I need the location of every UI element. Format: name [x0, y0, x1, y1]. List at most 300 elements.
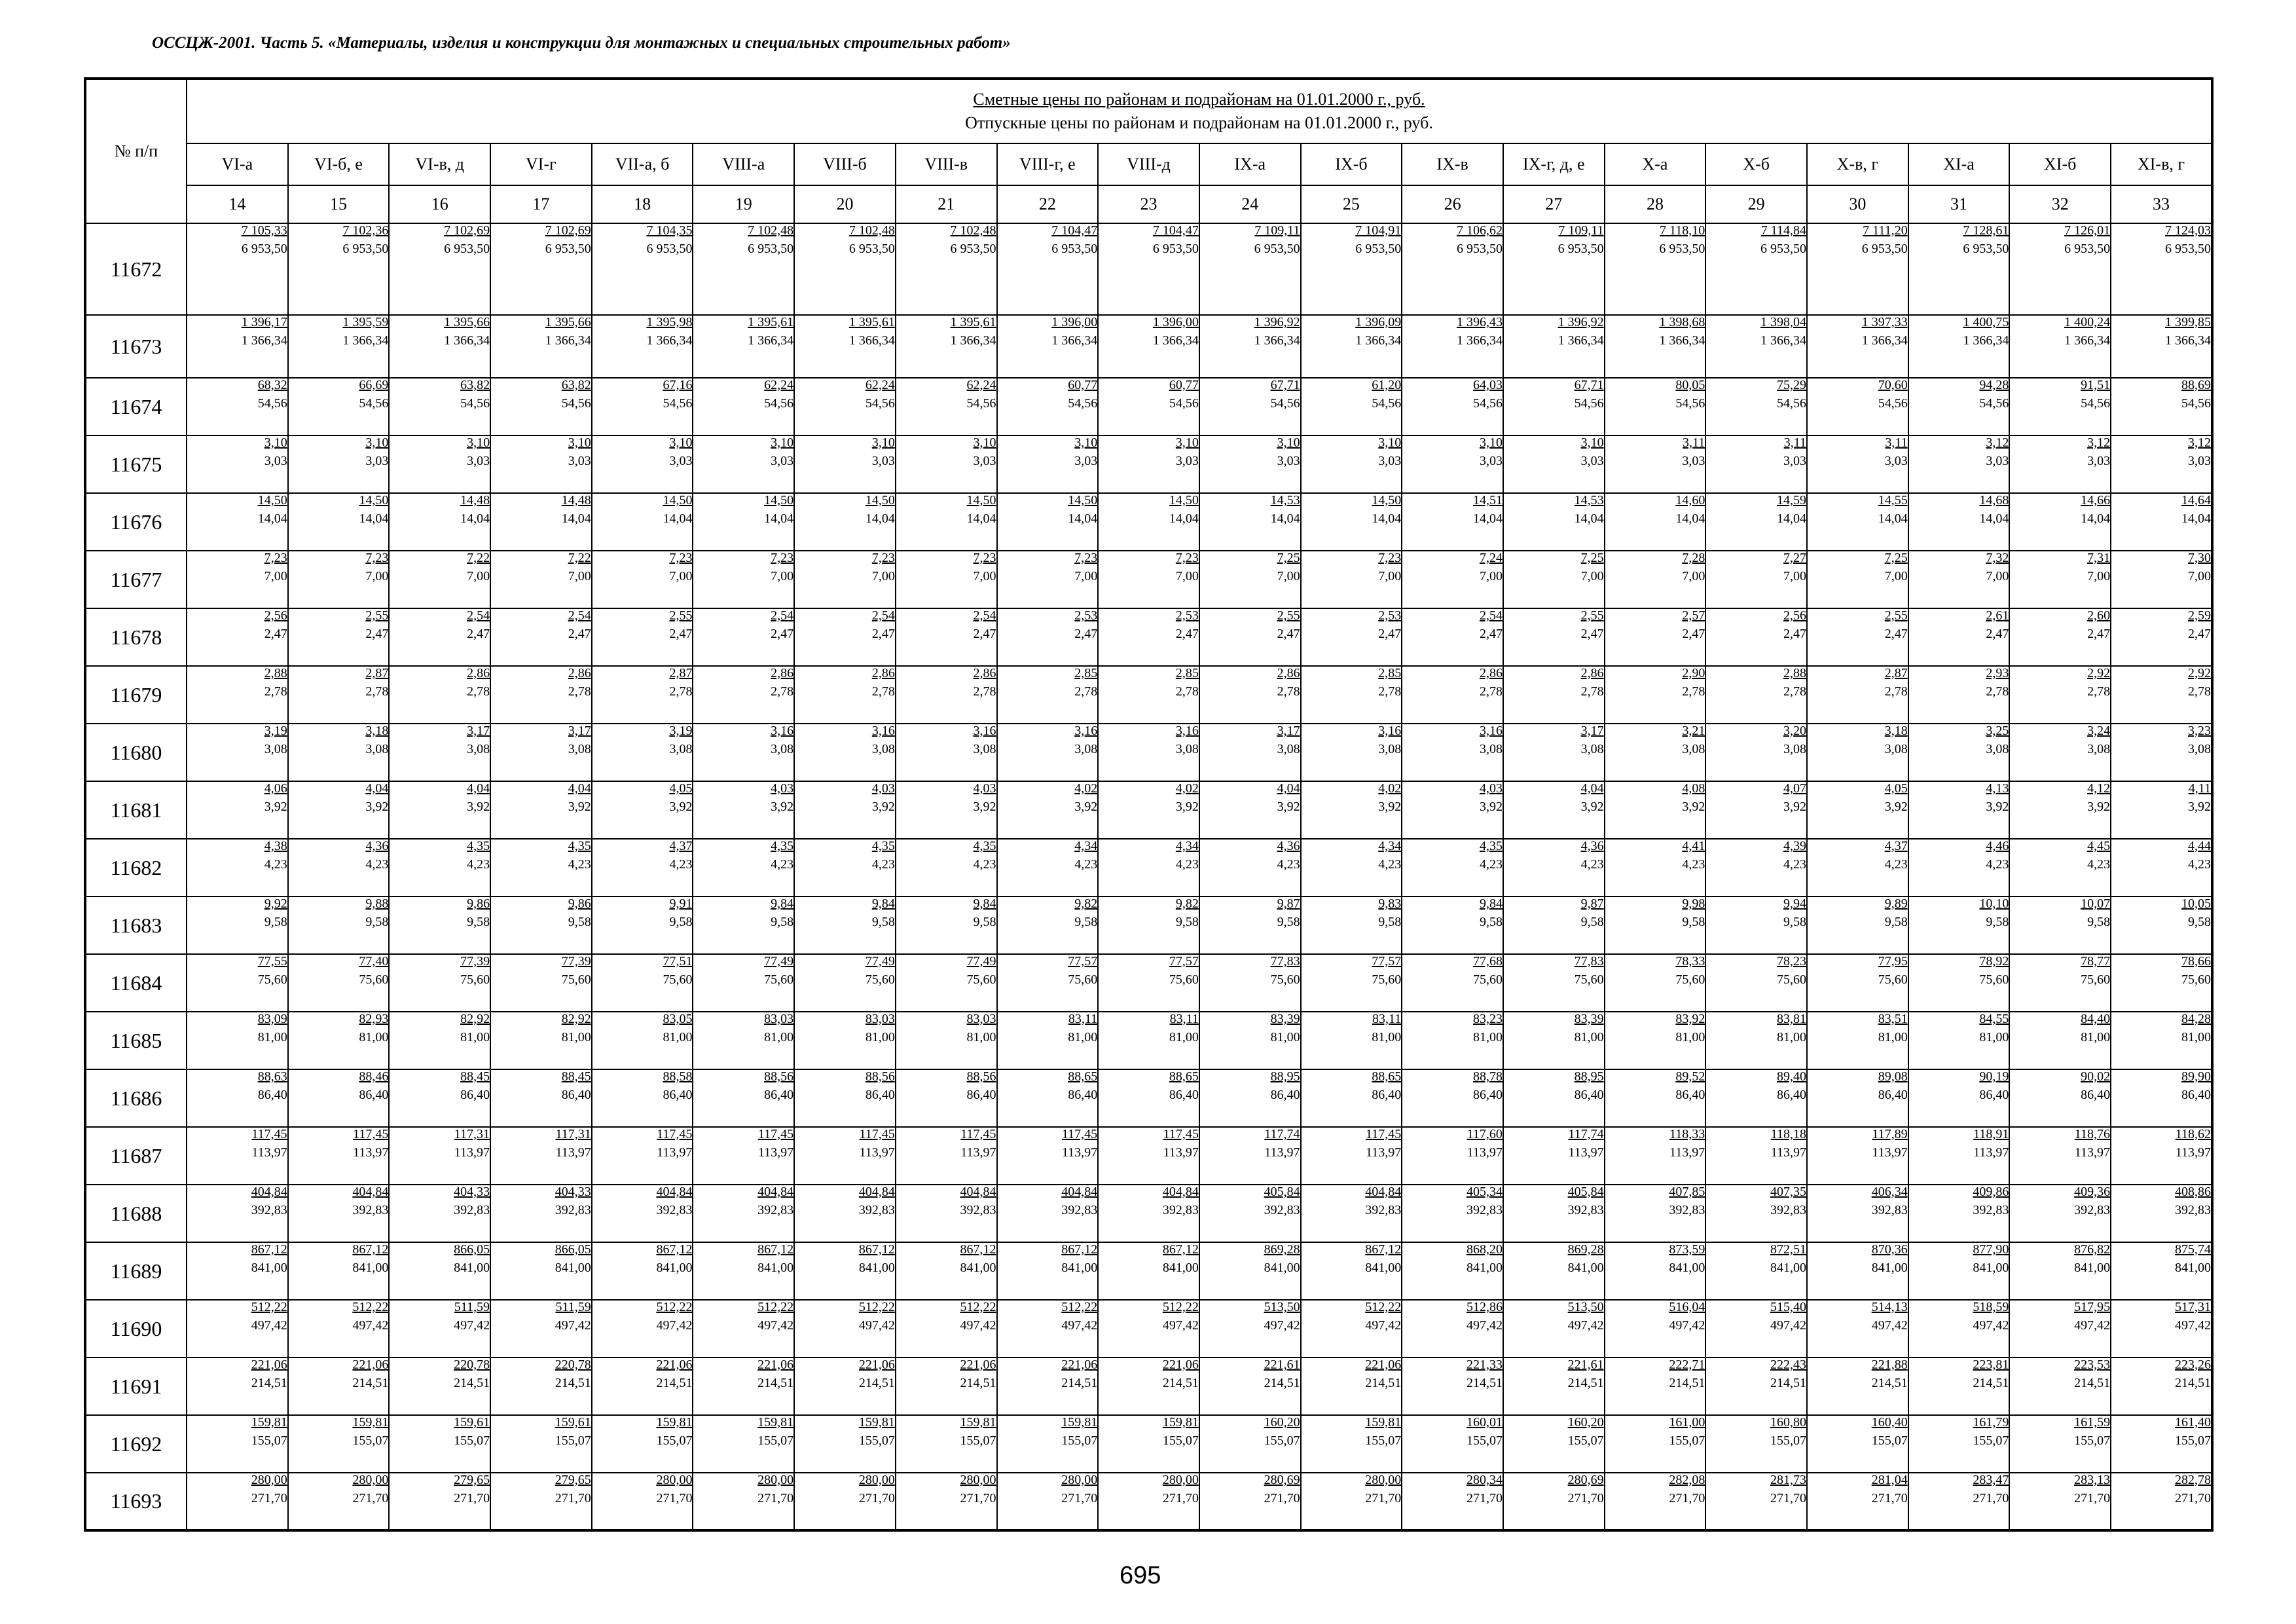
estimate-price: 161,59: [2074, 1415, 2111, 1430]
price-cell: [997, 1300, 1099, 1357]
price-cell: [1301, 1300, 1402, 1357]
estimate-price: 515,40: [1770, 1300, 1806, 1314]
factory-price: 155,07: [2175, 1433, 2211, 1448]
price-cell: [2009, 781, 2111, 839]
estimate-price: 220,78: [555, 1357, 591, 1372]
price-cell: [896, 1242, 997, 1300]
price-cell: [1301, 896, 1402, 954]
factory-price: 86,40: [764, 1088, 794, 1102]
district-header: VI-а: [187, 143, 288, 185]
factory-price: 113,97: [1467, 1145, 1503, 1160]
estimate-price: 869,28: [1264, 1242, 1300, 1257]
estimate-price: 517,31: [2175, 1300, 2211, 1314]
estimate-price: 62,24: [966, 378, 996, 392]
estimate-price: 9,82: [1175, 896, 1199, 911]
estimate-price: 876,82: [2074, 1242, 2111, 1257]
estimate-price: 159,81: [656, 1415, 693, 1430]
estimate-price: 4,36: [365, 839, 389, 853]
estimate-price: 4,35: [467, 839, 490, 853]
factory-price: 3,03: [1479, 454, 1503, 468]
price-cell: [1402, 1357, 1503, 1415]
estimate-price: 221,06: [858, 1357, 895, 1372]
price-cell: [490, 551, 592, 608]
estimate-price: 3,25: [1986, 724, 2009, 738]
estimate-price: 4,04: [467, 781, 490, 796]
estimate-price: 4,03: [1479, 781, 1503, 796]
price-cell: [1705, 378, 1807, 435]
factory-price: 271,70: [1669, 1491, 1705, 1505]
estimate-price: 160,40: [1871, 1415, 1908, 1430]
estimate-price: 7,23: [1074, 551, 1098, 565]
factory-price: 3,03: [568, 454, 591, 468]
factory-price: 113,97: [454, 1145, 490, 1160]
item-number: 11675: [85, 435, 187, 493]
factory-price: 6 953,50: [241, 242, 287, 256]
estimate-price: 2,55: [669, 608, 693, 623]
estimate-price: 117,45: [657, 1127, 693, 1141]
price-cell: [997, 666, 1099, 724]
factory-price: 1 366,34: [1355, 333, 1402, 348]
price-cell: [794, 493, 896, 551]
factory-price: 2,78: [1580, 684, 1604, 699]
factory-price: 113,97: [353, 1145, 389, 1160]
price-cell: [1098, 896, 1199, 954]
estimate-price: 10,05: [2181, 896, 2211, 911]
estimate-price: 89,40: [1777, 1069, 1806, 1084]
estimate-price: 7,24: [1479, 551, 1503, 565]
price-cell: [389, 954, 490, 1012]
factory-price: 1 366,34: [241, 333, 287, 348]
factory-price: 14,04: [1270, 511, 1300, 526]
price-cell: [187, 1357, 288, 1415]
price-cell: [896, 724, 997, 781]
estimate-price: 14,50: [966, 493, 996, 507]
estimate-price: 84,28: [2181, 1012, 2211, 1026]
estimate-price: 513,50: [1264, 1300, 1300, 1314]
price-cell: [1199, 724, 1301, 781]
estimate-price: 88,65: [1068, 1069, 1098, 1084]
price-cell: [794, 781, 896, 839]
price-cell: [794, 724, 896, 781]
estimate-price: 89,08: [1878, 1069, 1908, 1084]
price-cell: [1301, 724, 1402, 781]
price-cell: [1503, 839, 1605, 896]
price-cell: [1098, 781, 1199, 839]
factory-price: 81,00: [865, 1030, 895, 1044]
price-cell: [389, 1185, 490, 1242]
price-cell: [1301, 1185, 1402, 1242]
factory-price: 81,00: [1472, 1030, 1503, 1044]
factory-price: 6 953,50: [2064, 242, 2111, 256]
factory-price: 9,58: [669, 915, 693, 929]
factory-price: 155,07: [1871, 1433, 1908, 1448]
estimate-price: 160,80: [1770, 1415, 1806, 1430]
table-row: [85, 1185, 2212, 1242]
price-cell: [2009, 1473, 2111, 1530]
factory-price: 392,83: [1669, 1203, 1705, 1217]
factory-price: 2,47: [568, 627, 591, 641]
estimate-price: 404,84: [1162, 1185, 1199, 1199]
factory-price: 14,04: [764, 511, 794, 526]
price-cell: [1402, 608, 1503, 666]
price-cell: [592, 896, 693, 954]
price-cell: [794, 896, 896, 954]
factory-price: 2,47: [365, 627, 389, 641]
estimate-price: 2,90: [1682, 666, 1705, 680]
factory-price: 2,47: [973, 627, 996, 641]
factory-price: 3,08: [1074, 742, 1098, 756]
estimate-price: 221,88: [1871, 1357, 1908, 1372]
item-number: 11679: [85, 666, 187, 724]
factory-price: 497,42: [858, 1318, 895, 1333]
price-cell: [187, 1242, 288, 1300]
running-header: ОССЦЖ-2001. Часть 5. «Материалы, изделия и конструкции для монтажных и специальных строительных работ»: [152, 34, 1011, 52]
factory-price: 86,40: [1675, 1088, 1705, 1102]
price-cell: [896, 1069, 997, 1127]
price-cell: [288, 493, 390, 551]
price-cell: [794, 1242, 896, 1300]
factory-price: 1 366,34: [1051, 333, 1098, 348]
factory-price: 271,70: [555, 1491, 591, 1505]
price-cell: [187, 1012, 288, 1069]
district-header: IX-б: [1301, 143, 1402, 185]
price-cell: [592, 608, 693, 666]
estimate-price: 3,10: [1074, 435, 1098, 450]
estimate-price: 280,00: [1162, 1473, 1199, 1487]
estimate-price: 221,61: [1264, 1357, 1300, 1372]
factory-price: 214,51: [858, 1376, 895, 1390]
price-cell: [1098, 1127, 1199, 1185]
estimate-price: 78,77: [2081, 954, 2111, 969]
factory-price: 75,60: [561, 972, 591, 987]
factory-price: 3,08: [771, 742, 794, 756]
estimate-price: 283,47: [1973, 1473, 2009, 1487]
factory-price: 271,70: [1871, 1491, 1908, 1505]
estimate-price: 1 396,09: [1355, 315, 1402, 329]
estimate-price: 3,21: [1682, 724, 1705, 738]
factory-price: 4,23: [568, 857, 591, 872]
factory-price: 7,00: [1783, 569, 1806, 583]
table-row: [85, 666, 2212, 724]
price-cell: [490, 223, 592, 315]
price-cell: [1605, 608, 1706, 666]
price-cell: [1098, 493, 1199, 551]
estimate-price: 280,00: [858, 1473, 895, 1487]
factory-price: 14,04: [460, 511, 490, 526]
item-number: 11693: [85, 1473, 187, 1530]
estimate-price: 513,50: [1567, 1300, 1604, 1314]
factory-price: 54,56: [460, 396, 490, 411]
estimate-price: 159,81: [1061, 1415, 1098, 1430]
factory-price: 3,08: [669, 742, 693, 756]
factory-price: 2,78: [264, 684, 287, 699]
estimate-price: 9,87: [1277, 896, 1300, 911]
price-cell: [187, 1127, 288, 1185]
factory-price: 9,58: [1378, 915, 1402, 929]
factory-price: 497,42: [2175, 1318, 2211, 1333]
price-cell: [1605, 223, 1706, 315]
estimate-price: 4,34: [1378, 839, 1402, 853]
factory-price: 392,83: [1567, 1203, 1604, 1217]
factory-price: 54,56: [764, 396, 794, 411]
price-cell: [1605, 896, 1706, 954]
factory-price: 497,42: [1365, 1318, 1402, 1333]
factory-price: 54,56: [1270, 396, 1300, 411]
table-row: [85, 1127, 2212, 1185]
factory-price: 14,04: [663, 511, 693, 526]
factory-price: 392,83: [352, 1203, 389, 1217]
price-cell: [592, 1185, 693, 1242]
price-cell: [389, 378, 490, 435]
estimate-price: 67,16: [663, 378, 693, 392]
price-cell: [1908, 954, 2010, 1012]
estimate-price: 3,17: [568, 724, 591, 738]
price-cell: [1605, 1300, 1706, 1357]
factory-price: 1 366,34: [1659, 333, 1705, 348]
factory-price: 155,07: [251, 1433, 287, 1448]
factory-price: 6 953,50: [1760, 242, 1806, 256]
factory-price: 86,40: [1372, 1088, 1402, 1102]
estimate-price: 2,87: [1884, 666, 1908, 680]
price-cell: [1908, 896, 2010, 954]
estimate-price: 2,57: [1682, 608, 1705, 623]
price-cell: [1301, 608, 1402, 666]
price-cell: [1807, 223, 1908, 315]
estimate-price: 83,23: [1472, 1012, 1503, 1026]
factory-price: 54,56: [359, 396, 389, 411]
factory-price: 86,40: [561, 1088, 591, 1102]
price-cell: [1301, 551, 1402, 608]
estimate-price: 161,40: [2175, 1415, 2211, 1430]
price-cell: [187, 724, 288, 781]
factory-price: 4,23: [1986, 857, 2009, 872]
district-header: IX-г, д, е: [1503, 143, 1605, 185]
factory-price: 214,51: [1264, 1376, 1300, 1390]
factory-price: 3,03: [264, 454, 287, 468]
price-cell: [693, 493, 794, 551]
factory-price: 2,47: [1682, 627, 1705, 641]
factory-price: 1 366,34: [1558, 333, 1604, 348]
factory-price: 4,23: [1580, 857, 1604, 872]
factory-price: 2,78: [467, 684, 490, 699]
factory-price: 1 366,34: [1760, 333, 1806, 348]
factory-price: 155,07: [757, 1433, 794, 1448]
estimate-price: 4,34: [1074, 839, 1098, 853]
factory-price: 86,40: [1574, 1088, 1604, 1102]
factory-price: 81,00: [966, 1030, 996, 1044]
price-cell: [997, 1012, 1099, 1069]
factory-price: 271,70: [454, 1491, 490, 1505]
price-cell: [2009, 724, 2111, 781]
price-cell: [1605, 666, 1706, 724]
table-row: [85, 551, 2212, 608]
factory-price: 7,00: [264, 569, 287, 583]
estimate-price: 77,49: [966, 954, 996, 969]
price-cell: [1503, 551, 1605, 608]
estimate-price: 3,10: [669, 435, 693, 450]
factory-price: 2,78: [1884, 684, 1908, 699]
estimate-price: 7 104,47: [1152, 223, 1199, 238]
price-cell: [1705, 839, 1807, 896]
price-cell: [1503, 1242, 1605, 1300]
factory-price: 497,42: [352, 1318, 389, 1333]
factory-price: 155,07: [960, 1433, 996, 1448]
factory-price: 6 953,50: [1355, 242, 1402, 256]
factory-price: 271,70: [2074, 1491, 2111, 1505]
factory-price: 841,00: [1264, 1261, 1300, 1275]
estimate-price: 159,61: [454, 1415, 490, 1430]
factory-price: 841,00: [2175, 1261, 2211, 1275]
estimate-price: 60,77: [1169, 378, 1199, 392]
price-cell: [288, 724, 390, 781]
estimate-price: 78,23: [1777, 954, 1806, 969]
price-cell: [389, 1127, 490, 1185]
factory-price: 2,78: [771, 684, 794, 699]
factory-price: 1 366,34: [950, 333, 996, 348]
estimate-price: 14,48: [460, 493, 490, 507]
estimate-price: 404,33: [454, 1185, 490, 1199]
price-cell: [1705, 315, 1807, 378]
price-cell: [592, 954, 693, 1012]
price-cell: [896, 608, 997, 666]
price-cell: [693, 954, 794, 1012]
factory-price: 6 953,50: [950, 242, 996, 256]
estimate-price: 405,84: [1264, 1185, 1300, 1199]
price-cell: [1503, 315, 1605, 378]
price-cell: [490, 608, 592, 666]
estimate-price: 3,16: [771, 724, 794, 738]
factory-price: 54,56: [1675, 396, 1705, 411]
estimate-price: 280,00: [1061, 1473, 1098, 1487]
price-cell: [896, 435, 997, 493]
district-header: VI-в, д: [389, 143, 490, 185]
factory-price: 155,07: [352, 1433, 389, 1448]
factory-price: 155,07: [1567, 1433, 1604, 1448]
estimate-price: 512,22: [858, 1300, 895, 1314]
estimate-price: 1 395,61: [950, 315, 996, 329]
factory-price: 3,92: [1682, 800, 1705, 814]
table-row: [85, 1242, 2212, 1300]
factory-price: 155,07: [1669, 1433, 1705, 1448]
price-cell: [389, 1242, 490, 1300]
factory-price: 2,78: [568, 684, 591, 699]
estimate-price: 512,22: [251, 1300, 287, 1314]
estimate-price: 7,22: [467, 551, 490, 565]
estimate-price: 159,61: [555, 1415, 591, 1430]
price-cell: [288, 781, 390, 839]
price-cell: [1705, 781, 1807, 839]
table-row: [85, 1415, 2212, 1473]
estimate-price: 2,86: [771, 666, 794, 680]
factory-price: 3,08: [1783, 742, 1806, 756]
estimate-price: 9,86: [467, 896, 490, 911]
estimate-price: 83,03: [865, 1012, 895, 1026]
column-number: 33: [2111, 185, 2212, 223]
price-cell: [1807, 493, 1908, 551]
estimate-price: 4,11: [2188, 781, 2211, 796]
estimate-price: 62,24: [764, 378, 794, 392]
estimate-price: 4,04: [568, 781, 591, 796]
price-cell: [490, 724, 592, 781]
estimate-price: 7 104,91: [1355, 223, 1402, 238]
estimate-price: 10,07: [2081, 896, 2111, 911]
price-cell: [1098, 1185, 1199, 1242]
factory-price: 9,58: [1783, 915, 1806, 929]
price-cell: [693, 435, 794, 493]
estimate-price: 83,11: [1372, 1012, 1402, 1026]
price-cell: [1807, 781, 1908, 839]
price-cell: [1908, 493, 2010, 551]
estimate-price: 117,45: [960, 1127, 996, 1141]
estimate-price: 14,50: [257, 493, 287, 507]
factory-price: 497,42: [757, 1318, 794, 1333]
price-cell: [2111, 1415, 2212, 1473]
factory-price: 6 953,50: [1051, 242, 1098, 256]
price-cell: [1908, 781, 2010, 839]
price-cell: [693, 1357, 794, 1415]
estimate-price: 868,20: [1466, 1242, 1503, 1257]
factory-price: 54,56: [257, 396, 287, 411]
estimate-price: 77,39: [561, 954, 591, 969]
factory-price: 113,97: [1568, 1145, 1604, 1160]
page-number: 695: [1120, 1562, 1161, 1589]
price-cell: [1503, 1300, 1605, 1357]
estimate-price: 117,31: [454, 1127, 490, 1141]
district-header: VI-б, е: [288, 143, 390, 185]
estimate-price: 14,64: [2181, 493, 2211, 507]
estimate-price: 866,05: [555, 1242, 591, 1257]
factory-price: 841,00: [1466, 1261, 1503, 1275]
price-cell: [2009, 954, 2111, 1012]
factory-price: 2,78: [1175, 684, 1199, 699]
estimate-price: 223,81: [1973, 1357, 2009, 1372]
price-cell: [1605, 724, 1706, 781]
estimate-price: 223,26: [2175, 1357, 2211, 1372]
estimate-price: 2,54: [467, 608, 490, 623]
factory-price: 214,51: [960, 1376, 996, 1390]
price-cell: [2111, 435, 2212, 493]
estimate-price: 7 128,61: [1963, 223, 2009, 238]
factory-price: 81,00: [359, 1030, 389, 1044]
price-cell: [896, 493, 997, 551]
estimate-price: 14,50: [359, 493, 389, 507]
district-header: IX-а: [1199, 143, 1301, 185]
factory-price: 113,97: [859, 1145, 895, 1160]
estimate-price: 517,95: [2074, 1300, 2111, 1314]
estimate-price: 14,60: [1675, 493, 1705, 507]
factory-price: 214,51: [1770, 1376, 1806, 1390]
estimate-price: 3,10: [467, 435, 490, 450]
factory-price: 2,47: [2188, 627, 2211, 641]
price-cell: [1605, 493, 1706, 551]
estimate-price: 4,05: [1884, 781, 1908, 796]
factory-price: 3,92: [568, 800, 591, 814]
estimate-price: 7 104,47: [1051, 223, 1098, 238]
factory-price: 14,04: [1979, 511, 2009, 526]
table-row: [85, 1300, 2212, 1357]
price-cell: [2009, 315, 2111, 378]
price-cell: [1199, 1473, 1301, 1530]
column-number: 30: [1807, 185, 1908, 223]
factory-price: 9,58: [365, 915, 389, 929]
factory-price: 7,00: [467, 569, 490, 583]
item-number: 11677: [85, 551, 187, 608]
estimate-price: 7 102,48: [848, 223, 895, 238]
price-cell: [1098, 378, 1199, 435]
estimate-price: 2,54: [871, 608, 895, 623]
price-cell: [794, 1069, 896, 1127]
factory-price: 14,04: [1169, 511, 1199, 526]
